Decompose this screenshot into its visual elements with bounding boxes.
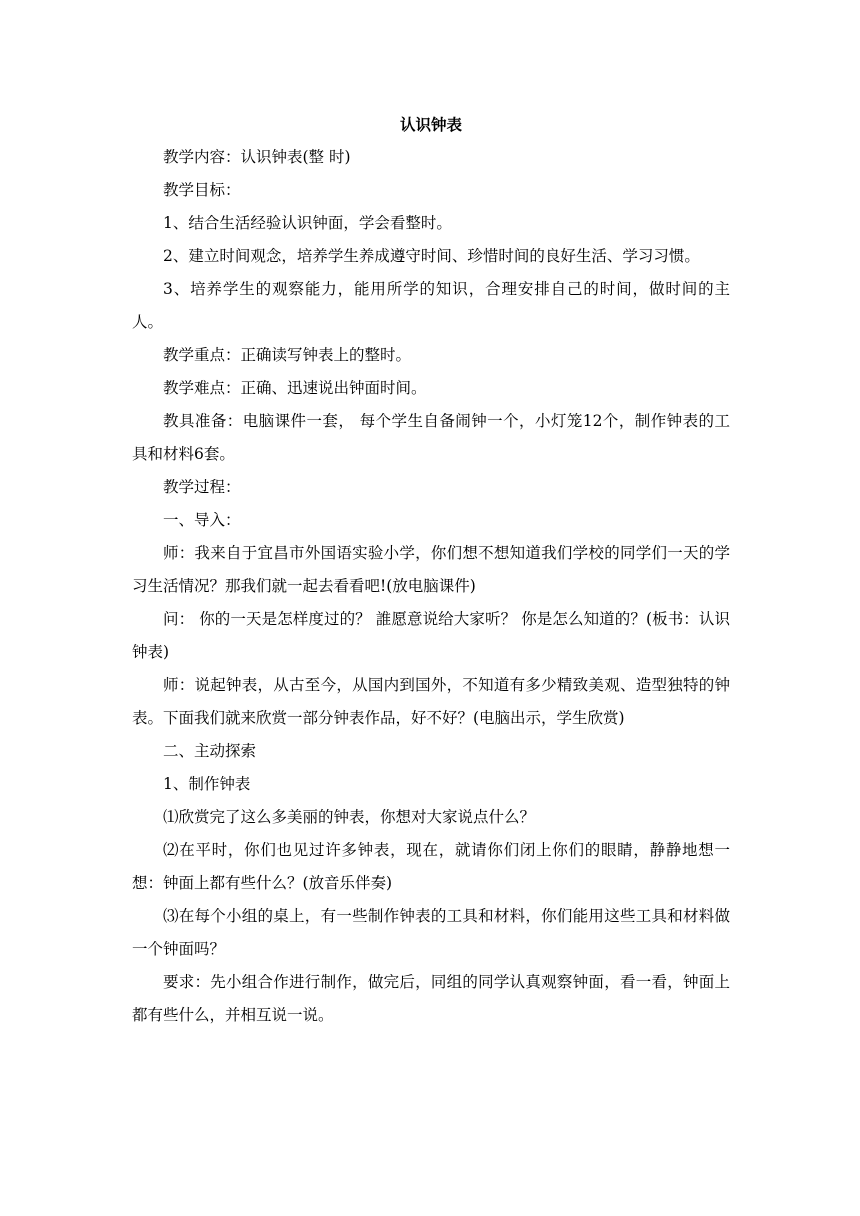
paragraph-difficulty: 教学难点：正确、迅速说出钟面时间。	[163, 379, 427, 397]
paragraph-requirement: 要求：先小组合作进行制作，做完后，同组的同学认真观察钟面，看一看，钟面上都有些什么，并相互说一说。	[132, 973, 730, 1024]
paragraph-teaching-content: 教学内容：认识钟表(整 时)	[163, 148, 351, 166]
paragraph-goal-1: 1、结合生活经验认识钟面，学会看整时。	[163, 214, 452, 232]
paragraph-make-clock: 1、制作钟表	[163, 775, 251, 793]
paragraph-key-point: 教学重点：正确读写钟表上的整时。	[163, 346, 412, 364]
paragraph-section-explore: 二、主动探索	[163, 742, 257, 760]
paragraph-question: 问： 你的一天是怎样度过的？ 誰愿意说给大家听？ 你是怎么知道的？(板书：认识钟表)	[132, 610, 730, 661]
paragraph-teacher-clocks: 师：说起钟表，从古至今，从国内到国外，不知道有多少精致美观、造型独特的钟表。下面我们就来欣赏一部分钟表作品，好不好？(电脑出示，学生欣赏)	[132, 676, 730, 727]
document-page	[132, 108, 730, 1032]
paragraph-materials: 教具准备：电脑课件一套， 每个学生自备闹钟一个，小灯笼12个，制作钟表的工具和材料6套。	[132, 412, 730, 463]
paragraph-teacher-intro: 师：我来自于宜昌市外国语实验小学，你们想不想知道我们学校的同学们一天的学习生活情况？那我们就一起去看看吧!(放电脑课件)	[132, 544, 730, 595]
paragraph-step-2: ⑵在平时，你们也见过许多钟表，现在，就请你们闭上你们的眼睛，静静地想一想：钟面上都有些什么？(放音乐伴奏)	[132, 841, 730, 892]
paragraph-step-1: ⑴欣赏完了这么多美丽的钟表，你想对大家说点什么？	[163, 808, 536, 826]
paragraph-step-3: ⑶在每个小组的桌上，有一些制作钟表的工具和材料，你们能用这些工具和材料做一个钟面吗？	[132, 907, 730, 958]
paragraph-process-heading: 教学过程：	[163, 478, 241, 496]
paragraph-teaching-goals-heading: 教学目标：	[163, 181, 241, 199]
document-title: 认识钟表	[399, 115, 462, 134]
paragraph-goal-3: 3、培养学生的观察能力，能用所学的知识，合理安排自己的时间，做时间的主人。	[132, 280, 730, 331]
paragraph-section-intro: 一、导入：	[163, 511, 241, 529]
paragraph-goal-2: 2、建立时间观念，培养学生养成遵守时间、珍惜时间的良好生活、学习习惯。	[163, 247, 700, 265]
